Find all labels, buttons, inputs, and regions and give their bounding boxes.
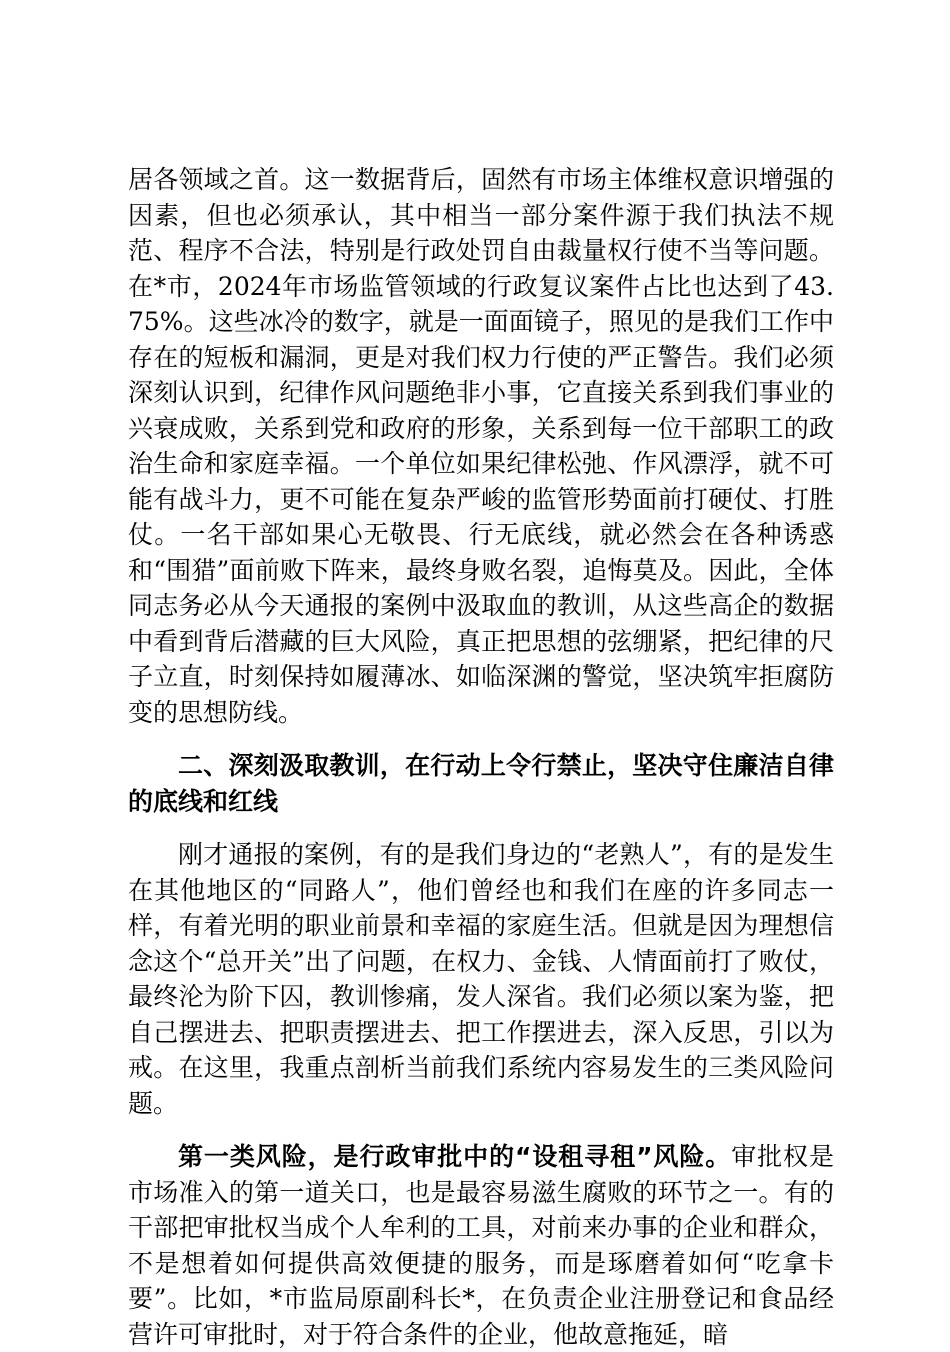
body-paragraph-2: 刚才通报的案例，有的是我们身边的“老熟人”，有的是发生在其他地区的“同路人”，他们曾经也和我们在座的许多同志一样，有着光明的职业前景和幸福的家庭生活。但就是因为理想信念这个“总开关”出了问题，在权力、金钱、人情面前打了败仗，最终沦为阶下囚，教训惨痛，发人深省。我们必须以案为鉴，把自己摆进去、把职责摆进去、把工作摆进去，深入反思，引以为戒。在这里，我重点剖析当前我们系统内容易发生的三类风险问题。 (128, 840, 834, 1118)
body-paragraph-1: 居各领域之首。这一数据背后，固然有市场主体维权意识增强的因素，但也必须承认，其中相当一部分案件源于我们执法不规范、程序不合法，特别是行政处罚自由裁量权行使不当等问题。在*市，2024年市场监管领域的行政复议案件占比也达到了43.75%。这些冰冷的数字，就是一面面镜子，照见的是我们工作中存在的短板和漏洞，更是对我们权力行使的严正警告。我们必须深刻认识到，纪律作风问题绝非小事，它直接关系到我们事业的兴衰成败，关系到党和政府的形象，关系到每一位干部职工的政治生命和家庭幸福。一个单位如果纪律松弛、作风漂浮，就不可能有战斗力，更不可能在复杂严峻的监管形势面前打硬仗、打胜仗。一名干部如果心无敬畏、行无底线，就必然会在各种诱惑和“围猎”面前败下阵来，最终身败名裂，追悔莫及。因此，全体同志务必从今天通报的案例中汲取血的教训，从这些高企的数据中看到背后潜藏的巨大风险，真正把思想的弦绷紧，把纪律的尺子立直，时刻保持如履薄冰、如临深渊的警觉，坚决筑牢拒腐防变的思想防线。 (128, 165, 834, 727)
section-heading-2: 二、深刻汲取教训，在行动上令行禁止，坚决守住廉洁自律的底线和红线 (128, 751, 834, 816)
risk-one-body: 审批权是市场准入的第一道关口，也是最容易滋生腐败的环节之一。有的干部把审批权当成个人牟利的工具，对前来办事的企业和群众，不是想着如何提供高效便捷的服务，而是琢磨着如何“吃拿卡要”。比如，*市监局原副科长*，在负责企业注册登记和食品经营许可审批时，对于符合条件的企业，他故意拖延，暗 (128, 1142, 834, 1349)
document-page (128, 162, 834, 1352)
body-paragraph-3 (128, 1139, 834, 1352)
risk-one-lead: 第一类风险，是行政审批中的“设租寻租”风险。 (178, 1142, 732, 1171)
